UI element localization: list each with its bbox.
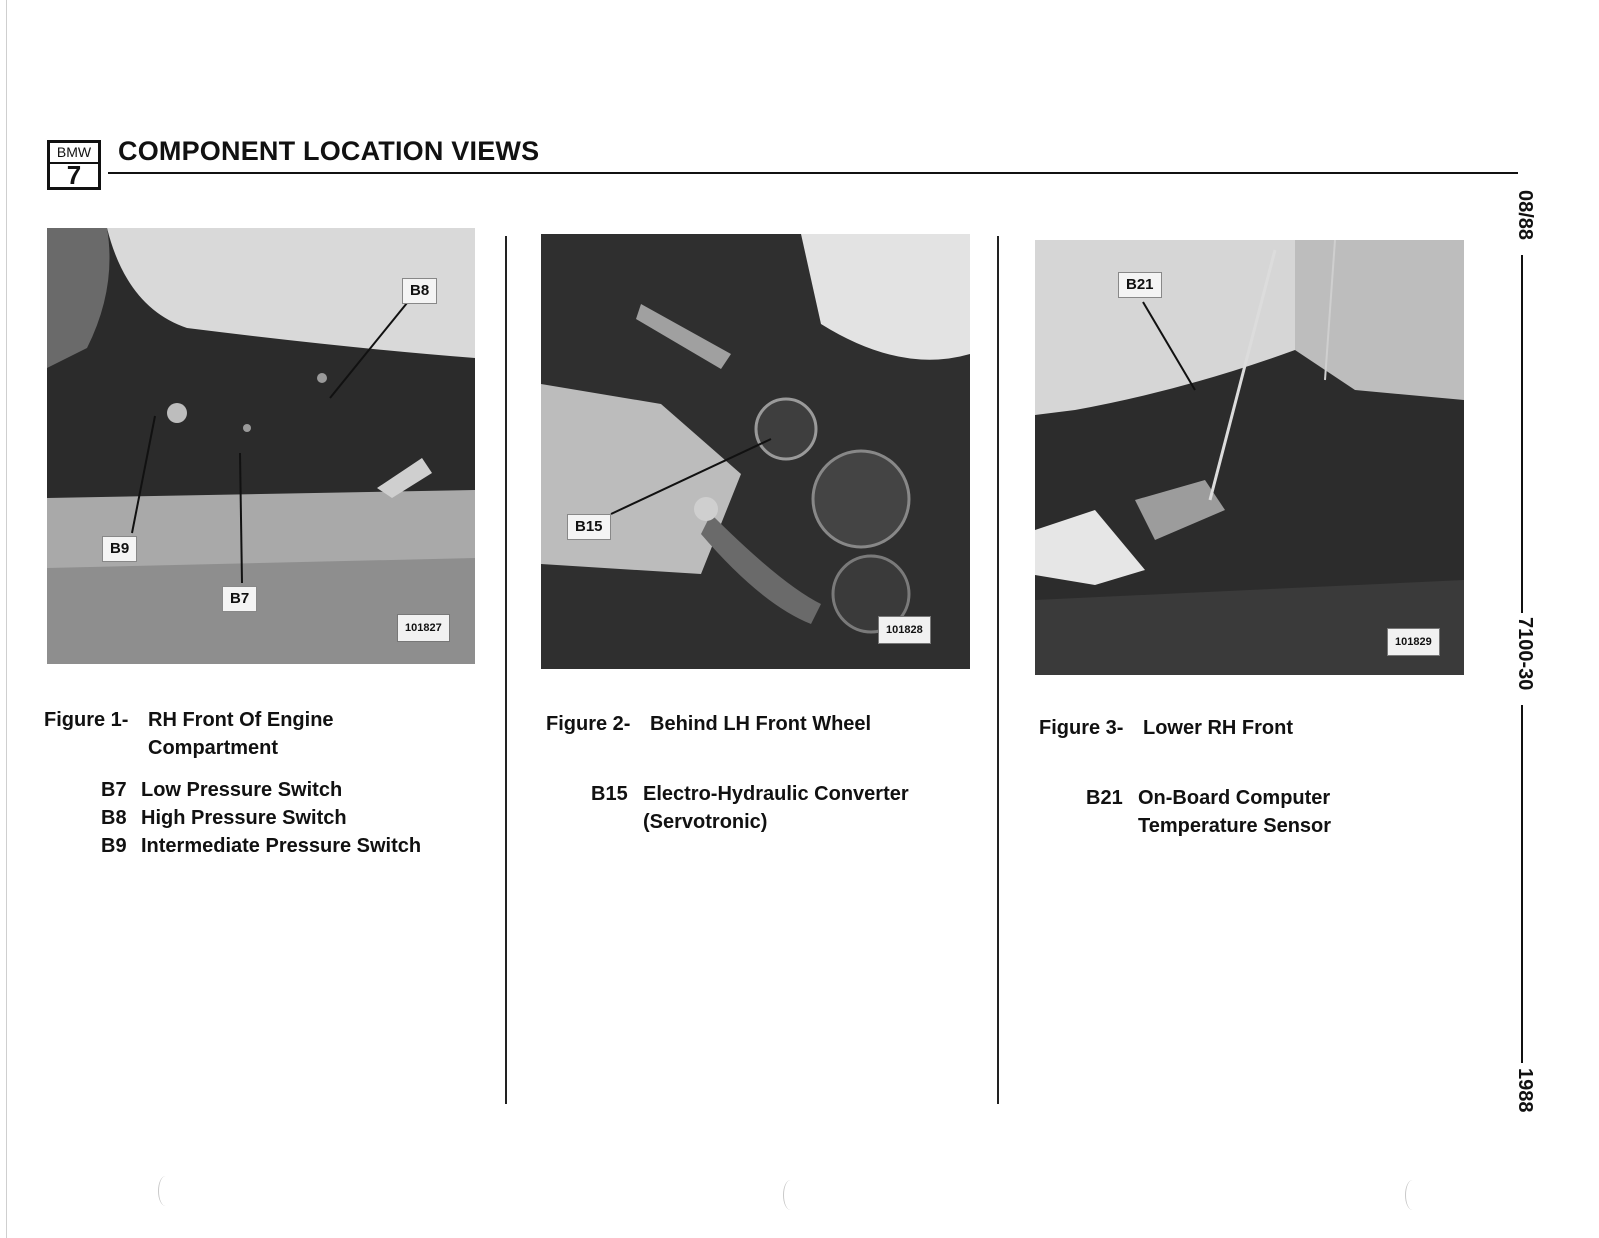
column-divider-2 <box>997 236 999 1104</box>
scan-speck <box>158 1176 173 1206</box>
figure-1-legend <box>101 776 421 860</box>
photo-number: 101827 <box>397 614 450 642</box>
figure-1-photo <box>47 228 475 664</box>
caption-line: Behind LH Front Wheel <box>650 713 872 735</box>
bmw-7-logo <box>47 140 101 190</box>
legend-text: High Pressure Switch <box>141 807 347 829</box>
column-divider-1 <box>505 236 507 1104</box>
legend-text: Intermediate Pressure Switch <box>141 835 422 857</box>
margin-rule <box>1521 255 1523 613</box>
logo-brand: BMW <box>50 143 98 164</box>
figure-2-caption <box>546 710 871 738</box>
margin-year: 1988 <box>1514 1068 1536 1113</box>
legend-item <box>591 780 909 836</box>
legend-code: B21 <box>1086 787 1123 809</box>
margin-date: 08/88 <box>1514 190 1536 241</box>
legend-code: B15 <box>591 783 628 805</box>
legend-text: On-Board Computer <box>1138 787 1331 809</box>
callout-b9: B9 <box>102 536 137 562</box>
figure-label: Figure 1- <box>44 709 129 731</box>
legend-item <box>101 804 421 832</box>
figure-1-caption <box>44 706 334 762</box>
scan-speck <box>1405 1180 1420 1210</box>
caption-line: RH Front Of Engine <box>148 709 334 731</box>
legend-code: B8 <box>101 807 127 829</box>
margin-rule <box>1521 705 1523 1063</box>
legend-code: B9 <box>101 835 127 857</box>
photo-number: 101829 <box>1387 628 1440 656</box>
photo-number: 101828 <box>878 616 931 644</box>
callout-b8: B8 <box>402 278 437 304</box>
legend-text: Electro-Hydraulic Converter <box>643 783 909 805</box>
legend-text: Low Pressure Switch <box>141 779 343 801</box>
legend-item <box>101 776 421 804</box>
figure-label: Figure 2- <box>546 713 631 735</box>
page-title: COMPONENT LOCATION VIEWS <box>118 136 540 166</box>
figure-3-photo <box>1035 240 1464 675</box>
title-rule <box>108 172 1518 174</box>
figure-3-caption <box>1039 714 1293 742</box>
legend-item <box>1086 784 1331 840</box>
callout-b7: B7 <box>222 586 257 612</box>
figure-2-photo <box>541 234 970 669</box>
legend-text: Temperature Sensor <box>1138 815 1332 837</box>
figure-2-legend <box>591 780 909 836</box>
legend-text: (Servotronic) <box>643 811 768 833</box>
scan-speck <box>783 1180 798 1210</box>
figure-2-photo-art <box>541 234 970 669</box>
page-edge <box>6 0 7 1238</box>
callout-b15: B15 <box>567 514 611 540</box>
figure-3-photo-art <box>1035 240 1464 675</box>
caption-line: Compartment <box>148 737 279 759</box>
margin-section: 7100-30 <box>1514 617 1536 691</box>
figure-3-legend <box>1086 784 1331 840</box>
legend-code: B7 <box>101 779 127 801</box>
figure-label: Figure 3- <box>1039 717 1124 739</box>
logo-series: 7 <box>66 160 82 190</box>
callout-b21: B21 <box>1118 272 1162 298</box>
legend-item <box>101 832 421 860</box>
caption-line: Lower RH Front <box>1143 717 1293 739</box>
